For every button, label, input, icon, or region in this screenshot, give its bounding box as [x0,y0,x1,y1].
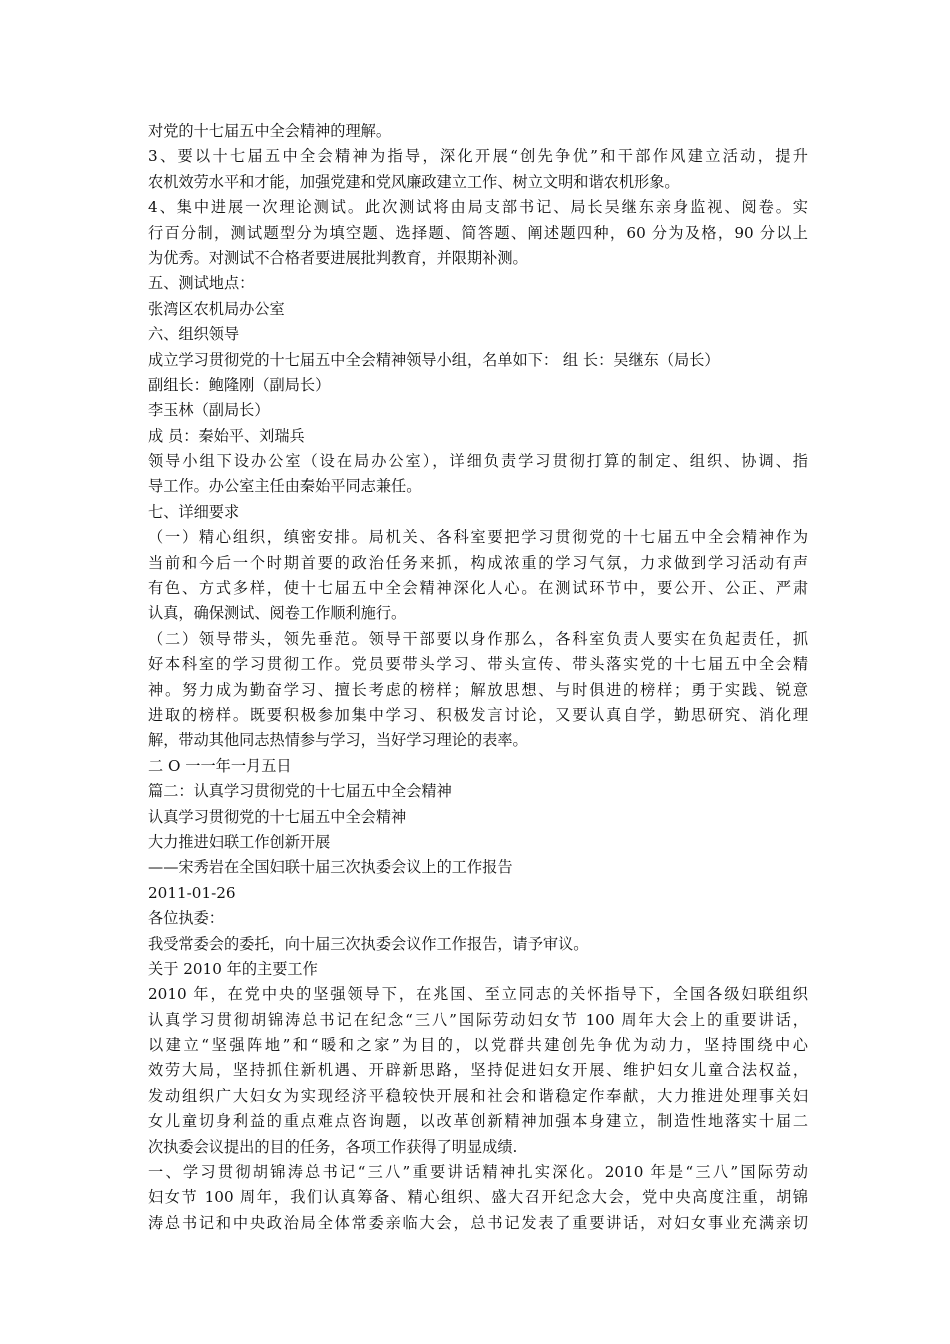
text-line: 发动组织广大妇女为实现经济平稳较快开展和社会和谐稳定作奉献，大力推进处理事关妇 [148,1086,808,1105]
text-line: 效劳大局，坚持抓住新机遇、开辟新思路，坚持促进妇女开展、维护妇女儿童合法权益， [148,1061,808,1080]
text-line: 认真学习贯彻胡锦涛总书记在纪念“三八”国际劳动妇女节 100 周年大会上的重要讲话， [148,1010,808,1029]
text-line: 副组长：鲍隆刚（副局长） [148,375,331,394]
text-line: 篇二：认真学习贯彻党的十七届五中全会精神 [148,782,452,801]
text-line: 涛总书记和中央政治局全体常委亲临大会，总书记发表了重要讲话，对妇女事业充满亲切 [148,1213,808,1232]
text-line: 对党的十七届五中全会精神的理解。 [148,122,391,140]
text-line: 认真学习贯彻党的十七届五中全会精神 [148,807,407,826]
text-line: 七、详细要求 [148,502,240,521]
text-line: 我受常委会的委托，向十届三次执委会议作工作报告，请予审议。 [148,934,589,953]
text-line: （一）精心组织，缜密安排。局机关、各科室要把学习贯彻党的十七届五中全会精神作为 [148,528,808,547]
text-line: 关于 2010 年的主要工作 [148,959,318,978]
text-line: 2010 年，在党中央的坚强领导下，在兆国、至立同志的关怀指导下，全国各级妇联组织 [148,985,808,1004]
text-line: 当前和今后一个时期首要的政治任务来抓，构成浓重的学习气氛，力求做到学习活动有声 [148,553,808,572]
text-line: 认真，确保测试、阅卷工作顺利施行。 [148,604,407,623]
text-line: 张湾区农机局办公室 [148,299,285,318]
text-line: 次执委会议提出的目的任务，各项工作获得了明显成绩. [148,1137,518,1156]
text-line: 大力推进妇联工作创新开展 [148,832,331,851]
text-line: 解，带动其他同志热情参与学习，当好学习理论的表率。 [148,731,528,750]
text-line: 六、组织领导 [148,325,240,344]
text-line: 一、学习贯彻胡锦涛总书记“三八”重要讲话精神扎实深化。2010 年是“三八”国际劳动 [148,1163,808,1182]
text-line: 各位执委： [148,909,224,928]
text-line: 农机效劳水平和才能，加强党建和党风廉政建立工作、树立文明和谐农机形象。 [148,172,680,191]
text-line: 4、集中进展一次理论测试。此次测试将由局支部书记、局长吴继东亲身监视、阅卷。实 [148,198,808,217]
text-line: 五、测试地点： [148,274,255,293]
text-line: 2011-01-26 [148,883,236,902]
text-line: 成 员：秦始平、刘瑞兵 [148,426,305,445]
text-line: 3、要以十七届五中全会精神为指导，深化开展“创先争优”和干部作风建立活动，提升 [148,147,808,166]
text-line: 行百分制，测试题型分为填空题、选择题、简答题、阐述题四种，60 分为及格，90 分以上 [148,223,808,242]
text-line: 好本科室的学习贯彻工作。党员要带头学习、带头宣传、带头落实党的十七届五中全会精 [148,655,808,674]
text-line: 有色、方式多样，使十七届五中全会精神深化人心。在测试环节中，要公开、公正、严肃 [148,579,808,598]
text-line: 李玉林（副局长） [148,401,270,420]
text-line: ——宋秀岩在全国妇联十届三次执委会议上的工作报告 [148,858,513,877]
text-line: 进取的榜样。既要积极参加集中学习、积极发言讨论，又要认真自学，勤思研究、消化理 [148,705,808,724]
text-line: 妇女节 100 周年，我们认真筹备、精心组织、盛大召开纪念大会，党中央高度注重，胡锦 [148,1188,808,1207]
text-line: 成立学习贯彻党的十七届五中全会精神领导小组，名单如下： 组 长：吴继东（局长） [148,350,720,369]
text-line: 二 O 一一年一月五日 [148,756,292,775]
document-page [148,119,808,1236]
text-line: 以建立“坚强阵地”和“暖和之家”为目的，以党群共建创先争优为动力，坚持围绕中心 [148,1036,808,1055]
text-line: 女儿童切身利益的重点难点咨询题，以改革创新精神加强本身建立，制造性地落实十届二 [148,1112,808,1131]
text-line: 为优秀。对测试不合格者要进展批判教育，并限期补测。 [148,248,528,267]
text-line: （二）领导带头，领先垂范。领导干部要以身作那么，各科室负责人要实在负起责任，抓 [148,629,808,648]
text-line: 导工作。办公室主任由秦始平同志兼任。 [148,477,422,496]
text-line: 领导小组下设办公室（设在局办公室），详细负责学习贯彻打算的制定、组织、协调、指 [148,452,808,471]
text-line: 神。努力成为勤奋学习、擅长考虑的榜样；解放思想、与时俱进的榜样；勇于实践、锐意 [148,680,808,699]
